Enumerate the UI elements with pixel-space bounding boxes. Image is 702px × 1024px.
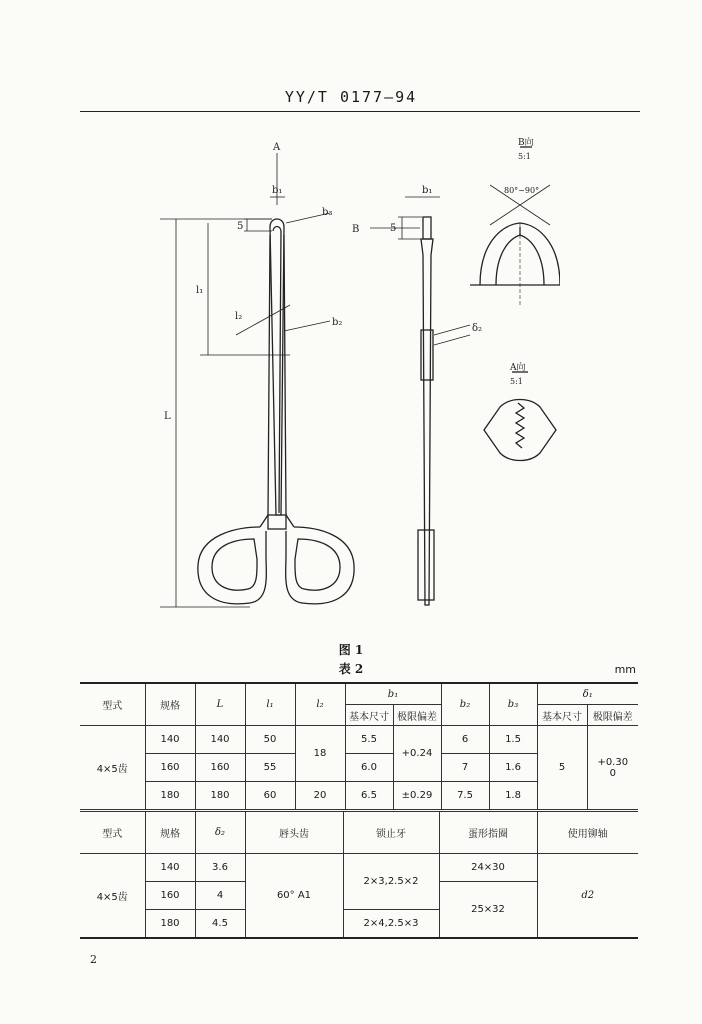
cell-l2: 20	[295, 782, 345, 810]
table-row	[80, 726, 638, 754]
cell-spec: 160	[145, 882, 195, 910]
header-b1-basic: 基本尺寸	[345, 705, 393, 726]
label-b: B	[352, 224, 360, 235]
cell-b2: 7.5	[441, 782, 489, 810]
header-b1: b₁	[345, 683, 441, 705]
label-five: 5	[237, 221, 244, 232]
label-l: L	[164, 411, 171, 422]
page-number: 2	[90, 953, 97, 966]
cell-b2: 7	[441, 754, 489, 782]
technical-drawing	[140, 135, 560, 615]
header-spec: 规格	[145, 683, 195, 726]
cell-b1: 6.5	[345, 782, 393, 810]
cell-l: 140	[195, 726, 245, 754]
label-b1: b₁	[272, 185, 283, 196]
forceps-side-view	[418, 217, 434, 605]
header-d2: δ₂	[195, 812, 245, 854]
header-d1-basic: 基本尺寸	[537, 705, 587, 726]
cell-spec: 140	[145, 854, 195, 882]
header-type: 型式	[80, 812, 145, 854]
cell-spec: 160	[145, 754, 195, 782]
cell-spec: 140	[145, 726, 195, 754]
cell-l: 160	[195, 754, 245, 782]
label-view-a: A向	[510, 363, 526, 373]
standard-code: YY/T 0177—94	[284, 88, 418, 106]
unit-label: mm	[614, 663, 636, 676]
label-l1: l₁	[196, 285, 204, 296]
header-ring: 蛋形指圈	[439, 812, 537, 854]
header-spec: 规格	[145, 812, 195, 854]
label-view-b: B向	[518, 138, 534, 148]
cell-b3: 1.5	[489, 726, 537, 754]
label-a: A	[273, 142, 281, 153]
header-l: L	[195, 683, 245, 726]
header-rivet: 使用铆轴	[537, 812, 638, 854]
label-scale-a: 5:1	[510, 377, 523, 386]
d1-tol-lower: 0	[609, 767, 616, 779]
cell-rivet: d2	[537, 854, 638, 939]
label-b1-side: b₁	[422, 185, 433, 196]
header-d1-tol: 极限偏差	[587, 705, 638, 726]
cell-b3: 1.6	[489, 754, 537, 782]
label-five-side: 5	[390, 223, 397, 234]
header-b2: b₂	[441, 683, 489, 726]
cell-type: 4×5齿	[80, 726, 145, 810]
figure-caption: 图 1	[338, 643, 364, 657]
table-caption: 表 2	[338, 662, 364, 676]
label-b3: b₃	[322, 207, 333, 218]
cell-b3: 1.8	[489, 782, 537, 810]
cell-lock-1: 2×3,2.5×2	[343, 854, 439, 910]
cell-ring-1: 24×30	[439, 854, 537, 882]
cell-spec: 180	[145, 910, 195, 939]
cell-b1-tol: ±0.29	[393, 782, 441, 810]
cell-b2: 6	[441, 726, 489, 754]
cell-l2-merged: 18	[295, 726, 345, 782]
header-b1-tol: 极限偏差	[393, 705, 441, 726]
forceps-front-view	[198, 219, 354, 604]
dimension-table-1	[80, 682, 638, 810]
cell-l1: 50	[245, 726, 295, 754]
side-dimensions	[370, 197, 470, 345]
b-view	[470, 147, 560, 305]
table-row	[80, 854, 638, 882]
cell-l1: 60	[245, 782, 295, 810]
cell-d1-basic: 5	[537, 726, 587, 810]
header-b3: b₃	[489, 683, 537, 726]
cell-jaw: 60° A1	[245, 854, 343, 939]
cell-b1-tol-merged: +0.24	[393, 726, 441, 782]
cell-d1-tol	[587, 726, 638, 810]
cell-lock-2: 2×4,2.5×3	[343, 910, 439, 939]
dimension-table-2	[80, 811, 638, 939]
header-d1: δ₁	[537, 683, 638, 705]
header-l2: l₂	[295, 683, 345, 726]
cell-l1: 55	[245, 754, 295, 782]
label-scale-b: 5:1	[518, 152, 531, 161]
cell-b1: 5.5	[345, 726, 393, 754]
header-l1: l₁	[245, 683, 295, 726]
header-jaw: 唇头齿	[245, 812, 343, 854]
label-b2: b₂	[332, 317, 343, 328]
header-rule	[80, 111, 640, 112]
cell-d2: 4.5	[195, 910, 245, 939]
cell-l: 180	[195, 782, 245, 810]
cell-ring-2: 25×32	[439, 882, 537, 939]
cell-type: 4×5齿	[80, 854, 145, 939]
cell-d2: 3.6	[195, 854, 245, 882]
cell-spec: 180	[145, 782, 195, 810]
label-d2: δ₂	[472, 323, 483, 334]
label-l2: l₂	[235, 311, 243, 322]
label-angle: 80°~90°	[504, 186, 540, 195]
cell-d2: 4	[195, 882, 245, 910]
d1-tol-upper: +0.30	[597, 756, 629, 768]
header-lock: 锁止牙	[343, 812, 439, 854]
cell-b1: 6.0	[345, 754, 393, 782]
header-type: 型式	[80, 683, 145, 726]
